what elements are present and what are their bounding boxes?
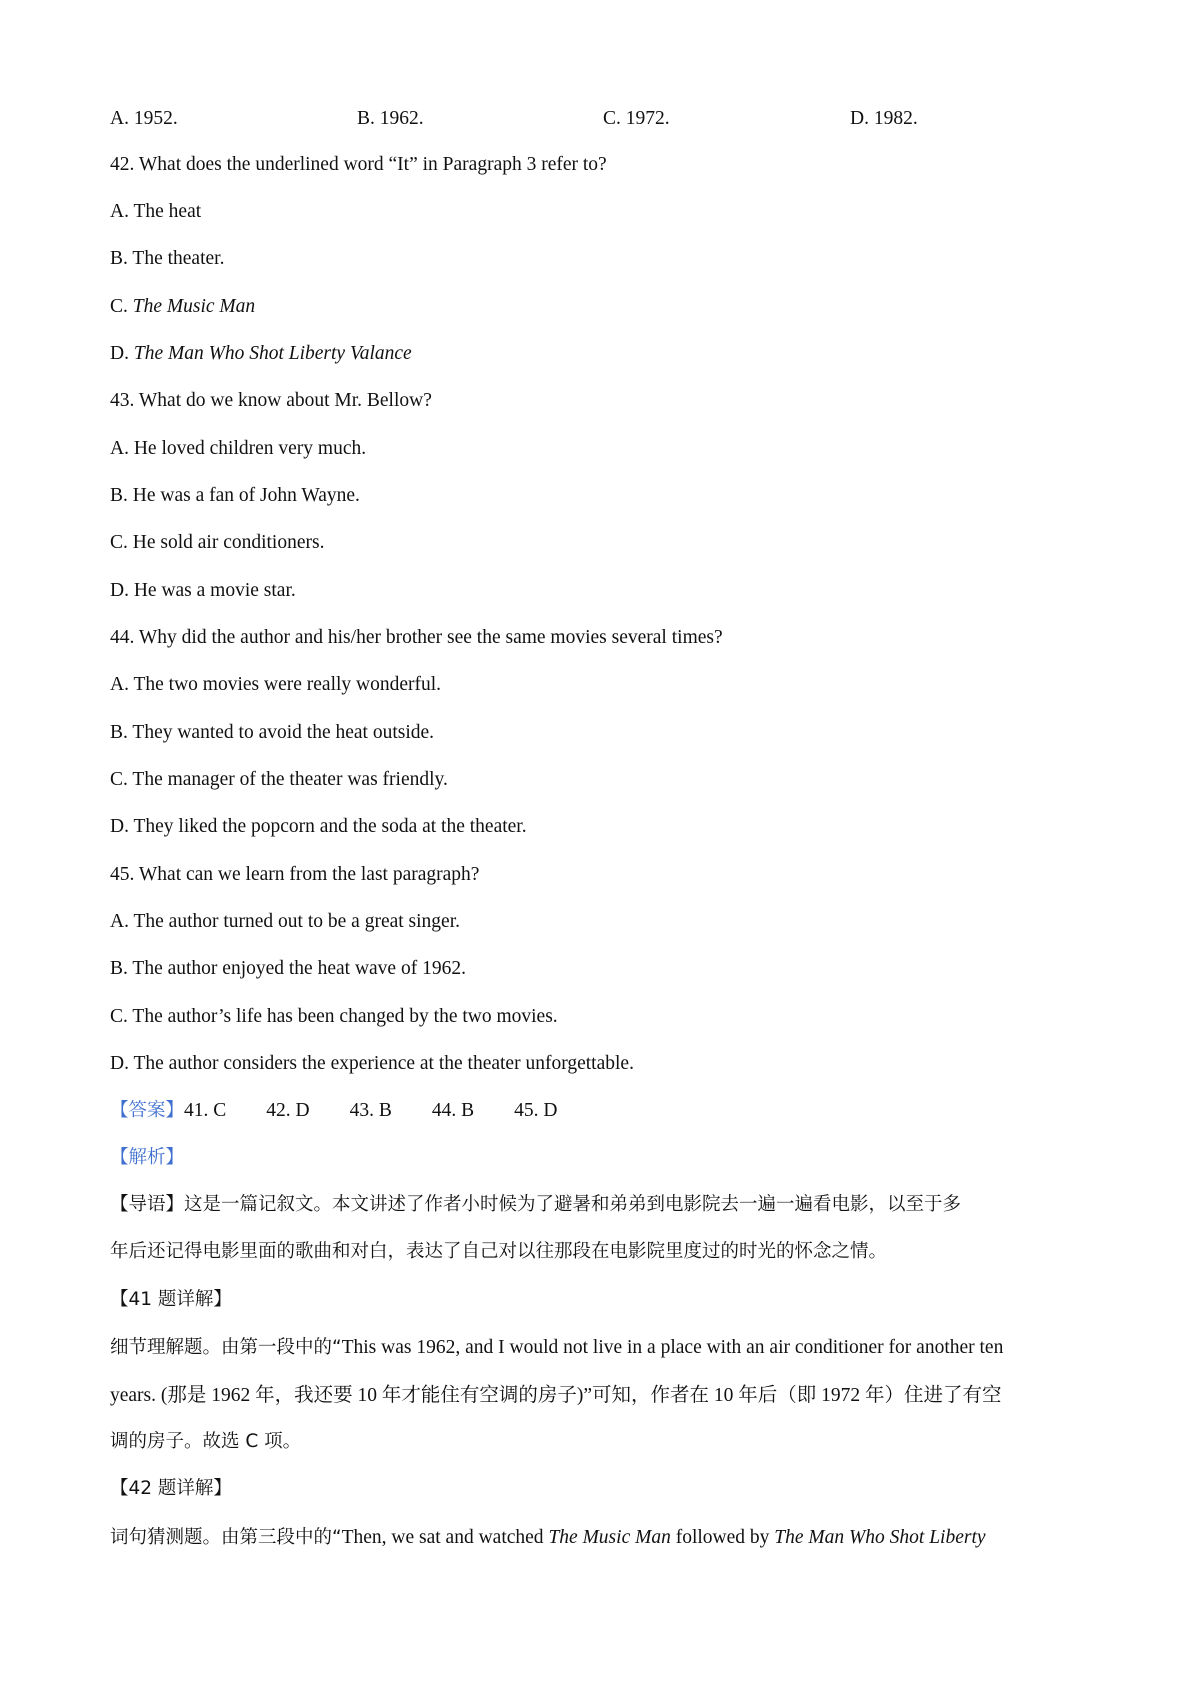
answer-item: 45. D <box>514 1100 558 1121</box>
q42-option-d-prefix: D. <box>110 343 134 364</box>
answer-item: 43. B <box>349 1100 392 1121</box>
q41-option-c: C. 1972. <box>603 108 670 129</box>
d42-line-1-cn: 词句猜测题。由第三段中的“ <box>110 1527 342 1548</box>
d42-title-2: The Man Who Shot Liberty <box>774 1527 986 1548</box>
q44-question: 44. Why did the author and his/her brother see the same movies several times? <box>110 627 723 648</box>
q42-option-d-title: The Man Who Shot Liberty Valance <box>133 343 412 364</box>
q45-option-d: D. The author considers the experience at the theater unforgettable. <box>110 1053 634 1074</box>
answer-line <box>110 1101 558 1121</box>
d42-line-1-en-a: Then, we sat and watched <box>341 1527 549 1548</box>
intro-line-2: 年后还记得电影里面的歌曲和对白，表达了自己对以往那段在电影院里度过的时光的怀念之情。 <box>110 1241 888 1262</box>
q44-option-d: D. They liked the popcorn and the soda at the theater. <box>110 816 527 837</box>
q41-options <box>0 108 1200 132</box>
q41-option-b: B. 1962. <box>357 108 424 129</box>
q43-option-b: B. He was a fan of John Wayne. <box>110 485 360 506</box>
q43-option-d: D. He was a movie star. <box>110 580 296 601</box>
q43-option-a: A. He loved children very much. <box>110 438 367 459</box>
answer-label: 【答案】 <box>110 1100 185 1121</box>
d41-line-2: years. (那是 1962 年，我还要 10 年才能住有空调的房子)”可知，作者在 10 年后（即 1972 年）住进了有空 <box>110 1385 1002 1406</box>
answer-item: 41. C <box>184 1100 227 1121</box>
q42-option-a: A. The heat <box>110 201 202 222</box>
q45-option-a: A. The author turned out to be a great singer. <box>110 911 461 932</box>
q45-option-c: C. The author’s life has been changed by the two movies. <box>110 1006 558 1027</box>
d42-line-1-en-b: followed by <box>670 1527 775 1548</box>
intro-label: 【导语】 <box>110 1194 185 1215</box>
q41-option-a: A. 1952. <box>110 108 178 129</box>
d42-title-1: The Music Man <box>548 1527 671 1548</box>
q42-option-c <box>110 297 255 317</box>
intro-text-1: 这是一篇记叙文。本文讲述了作者小时候为了避暑和弟弟到电影院去一遍一遍看电影，以至于多 <box>184 1194 962 1215</box>
q42-option-d <box>110 344 412 364</box>
intro-line-1 <box>110 1196 961 1215</box>
d41-heading: 【41 题详解】 <box>110 1289 232 1310</box>
d41-line-1-en: This was 1962, and I would not live in a place with an air conditioner for another ten <box>341 1337 1004 1358</box>
q44-option-c: C. The manager of the theater was friendly. <box>110 769 448 790</box>
d41-line-1 <box>110 1338 1003 1358</box>
q43-option-c: C. He sold air conditioners. <box>110 532 325 553</box>
d42-line-1 <box>110 1528 986 1548</box>
q42-question: 42. What does the underlined word “It” in Paragraph 3 refer to? <box>110 154 607 175</box>
answer-item: 42. D <box>266 1100 310 1121</box>
q42-option-c-title: The Music Man <box>132 296 256 317</box>
q41-option-d: D. 1982. <box>850 108 918 129</box>
answer-item: 44. B <box>431 1100 475 1121</box>
q44-option-b: B. They wanted to avoid the heat outside. <box>110 722 435 743</box>
q43-question: 43. What do we know about Mr. Bellow? <box>110 390 432 411</box>
d41-line-1-cn: 细节理解题。由第一段中的“ <box>110 1337 342 1358</box>
q42-option-b: B. The theater. <box>110 248 225 269</box>
q45-option-b: B. The author enjoyed the heat wave of 1962. <box>110 958 466 979</box>
analysis-label: 【解析】 <box>110 1147 185 1168</box>
d42-heading: 【42 题详解】 <box>110 1478 232 1499</box>
q44-option-a: A. The two movies were really wonderful. <box>110 674 442 695</box>
q42-option-c-prefix: C. <box>110 296 133 317</box>
q45-question: 45. What can we learn from the last paragraph? <box>110 864 480 885</box>
d41-line-3: 调的房子。故选 C 项。 <box>110 1431 302 1452</box>
